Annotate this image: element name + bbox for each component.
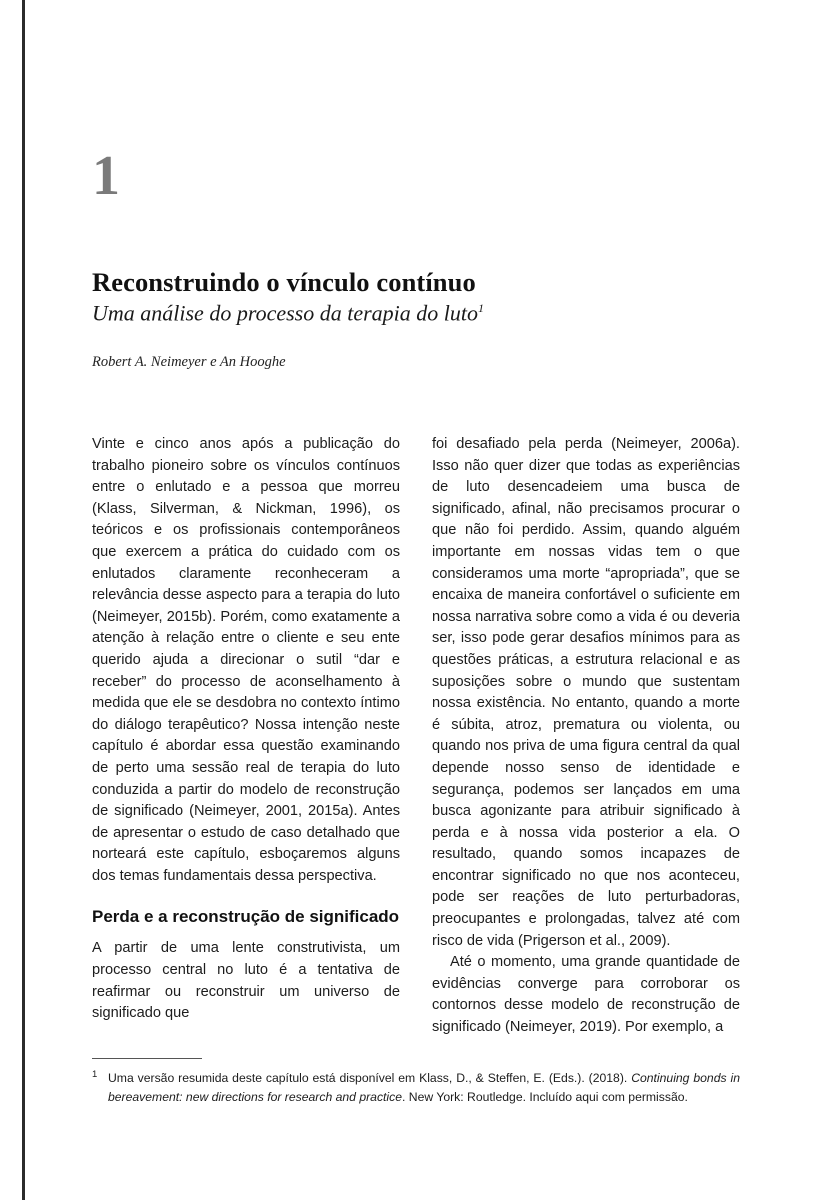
body-columns xyxy=(92,434,740,1034)
footnote xyxy=(92,1069,740,1106)
footnote-marker: 1 xyxy=(92,1069,98,1080)
footnote-text-italic: Continuing bonds in bereavement: new directions for research and practice xyxy=(108,1071,740,1104)
chapter-number: 1 xyxy=(92,145,120,207)
chapter-authors: Robert A. Neimeyer e An Hooghe xyxy=(92,354,286,370)
chapter-subtitle-text: Uma análise do processo da terapia do luto xyxy=(92,300,478,326)
footnote-divider xyxy=(92,1058,202,1059)
body-column-left xyxy=(92,434,400,1025)
section-heading: Perda e a reconstrução de significado xyxy=(92,907,400,927)
chapter-subtitle xyxy=(92,294,740,327)
body-column-right xyxy=(432,434,740,1039)
paragraph: A partir de uma lente construtivista, um processo central no luto é a tentativa de reafirmar ou reconstruir um universo de significado que xyxy=(92,940,400,1022)
footnote-text-2: . New York: Routledge. Incluído aqui com permissão. xyxy=(402,1089,688,1104)
footnote-reference-marker: 1 xyxy=(478,301,484,315)
page-edge-rule xyxy=(22,0,25,1200)
paragraph: Vinte e cinco anos após a publicação do trabalho pioneiro sobre os vínculos contínuos entre o enlutado e a pessoa que morreu (Klass, Silverman, & Nickman, 1996), os teóricos e os profissionais contemporâneos que exercem a prática do cuidado com os enlutados claramente reconheceram a relevância desse aspecto para a terapia do luto (Neimeyer, 2015b). Porém, como exatamente a atenção à relação entre o cliente e seu ente querido ajuda a direcionar o sutil “dar e receber” do processo de aconselhamento à medida que ele se desdobra no contexto íntimo do diálogo terapêutico? Nossa intenção neste capítulo é abordar essa questão examinando de perto uma sessão real de terapia do luto conduzida a partir do modelo de reconstrução de significado (Neimeyer, 2001, 2015a). Antes de apresentar o estudo de caso detalhado que norteará este capítulo, esboçaremos alguns dos temas fundamentais dessa perspectiva. xyxy=(92,436,400,884)
footnote-text-1: Uma versão resumida deste capítulo está disponível em Klass, D., & Steffen, E. (Eds.). (2018). xyxy=(108,1071,632,1085)
page-content xyxy=(92,0,740,1200)
paragraph: Até o momento, uma grande quantidade de evidências converge para corroborar os contornos desse modelo de reconstrução de significado (Neimeyer, 2019). Por exemplo, a xyxy=(432,954,740,1036)
paragraph: foi desafiado pela perda (Neimeyer, 2006a). Isso não quer dizer que todas as experiências de luto desencadeiem uma busca de significado, afinal, não precisamos procurar o que não foi perdido. Assim, quando alguém importante em nossas vidas tem o que consideramos uma morte “apropriada”, que se encaixa de maneira confortável o suficiente em nossa narrativa sobre como a vida é ou deveria ser, isso pode gerar desafios mínimos para as questões práticas, a estrutura relacional e as suposições sobre o mundo que sustentam nossa existência. No entanto, quando a morte é súbita, atroz, prematura ou violenta, ou quando nos priva de uma figura central da qual depende nosso senso de identidade e segurança, podemos ser lançados em uma busca agonizante para atribuir significado à perda e à nossa vida posterior a ela. O resultado, quando somos incapazes de encontrar significado no que nos aconteceu, pode ser reações de luto perturbadoras, preocupantes e prolongadas, talvez até com risco de vida (Prigerson et al., 2009). xyxy=(432,436,740,949)
chapter-title: Reconstruindo o vínculo contínuo xyxy=(92,266,476,297)
footnote-area xyxy=(92,1058,740,1106)
